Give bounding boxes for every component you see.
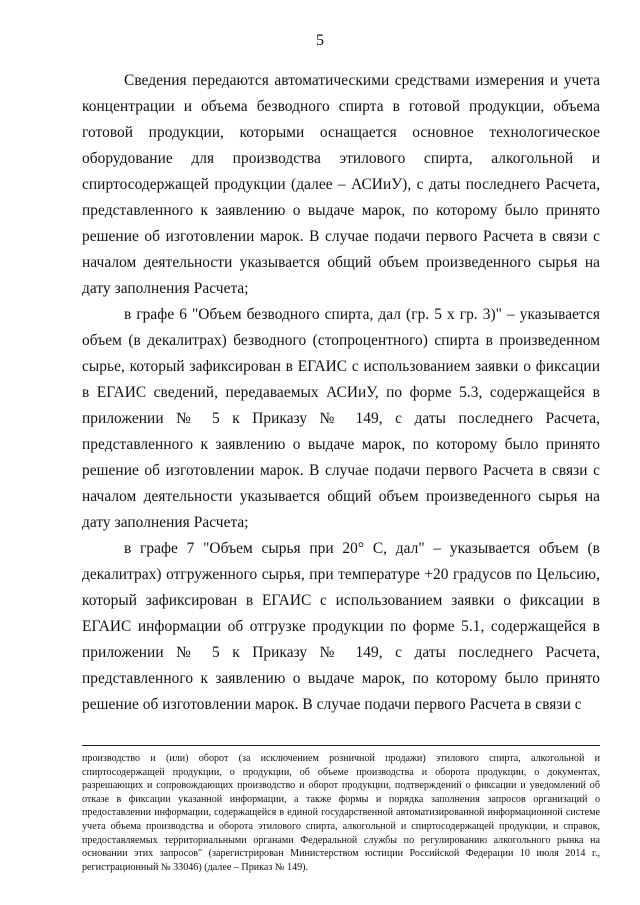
paragraph-asiiu: Сведения передаются автоматическими средствами измерения и учета концентрации и объема безводного спирта в готовой продукции, объема готовой продукции, которыми оснащается основное технологическое оборудование для производства этилового спирта, алкогольной и спиртосодержащей продукции (далее – АСИиУ), с даты последнего Расчета, представленного к заявлению о выдаче марок, по которому было принято решение об изготовлении марок. В случае подачи первого Расчета в связи с началом деятельности указывается общий объем произведенного сырья на дату заполнения Расчета; — [82, 72, 600, 297]
body-text — [82, 68, 600, 718]
paragraph-column-7: в графе 7 "Объем сырья при 20° С, дал" – указывается объем (в декалитрах) отгруженного сырья, при температуре +20 градусов по Цельсию, который зафиксирован в ЕГАИС с использованием заявки о фиксации в ЕГАИС информации об отгрузке продукции по форме 5.1, содержащейся в приложении № 5 к Приказу № 149, с даты последнего Расчета, представленного к заявлению о выдаче марок, по которому было принято решение об изготовлении марок. В случае подачи первого Расчета в связи с — [82, 540, 600, 713]
footnote-separator — [82, 745, 600, 746]
paragraph-column-6: в графе 6 "Объем безводного спирта, дал (гр. 5 х гр. 3)" – указывается объем (в декалитрах) безводного (стопроцентного) спирта в произведенном сырье, который зафиксирован в ЕГАИС с использованием заявки о фиксации в ЕГАИС сведений, передаваемых АСИиУ, по форме 5.3, содержащейся в приложении № 5 к Приказу № 149, с даты последнего Расчета, представленного к заявлению о выдаче марок, по которому было принято решение об изготовлении марок. В случае подачи первого Расчета в связи с началом деятельности указывается общий объем произведенного сырья на дату заполнения Расчета; — [82, 306, 600, 531]
footnote-text: производство и (или) оборот (за исключением розничной продажи) этилового спирта, алкогольной и спиртосодержащей продукции, о продукции, об объеме производства и оборота продукции, о документах, разрешающих и сопровождающих производство и оборот продукции, подтверждений о фиксации и уведомлений об отказе в фиксации указанной информации, а также формы и порядка заполнения запросов организаций о предоставлении информации, содержащейся в единой государственной автоматизированной информационной системе учета объема производства и оборота этилового спирта, алкогольной и спиртосодержащей продукции, и справок, предоставляемых территориальными органами Федеральной службы по регулированию алкогольного рынка на основании этих запросов" (зарегистрирован Министерством юстиции Российской Федерации 10 июля 2014 г., регистрационный № 33046) (далее – Приказ № 149). — [82, 753, 600, 873]
page-number: 5 — [316, 32, 324, 49]
